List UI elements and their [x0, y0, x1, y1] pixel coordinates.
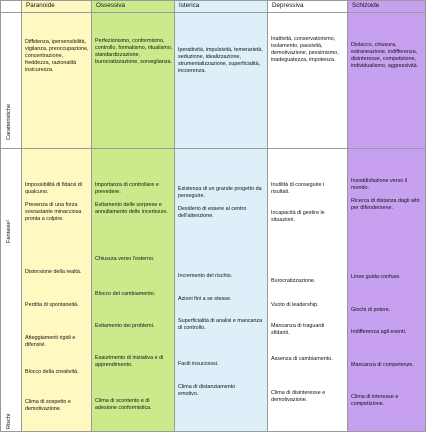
rischi-item: Azioni fini a se stesse. [178, 296, 232, 302]
rischi-item: Burocratizzazione. [271, 278, 316, 284]
rischi-item: Vuoto di leadership. [271, 302, 319, 308]
row-label-column [0, 0, 21, 432]
row-label-caratteristiche: Caratteristiche [6, 103, 12, 140]
fantasie-item: Evitamento delle sorprese e annullamento delle incertezze. [95, 202, 168, 216]
rischi-item: Assenza di cambiamento. [271, 356, 333, 362]
rischi-item: Chiusura verso l'esterno. [95, 256, 155, 262]
header-schizoide: Schizoide [352, 2, 380, 9]
fantasie-item: Insoddisfazione verso il mondo. [351, 178, 408, 192]
caratteristiche-schizoide: Distacco, chiusura, estraneazione, indifferenza, disinteresse, competizione, individualismo, aggressività. [351, 42, 419, 70]
header-depressiva: Depressiva [272, 2, 304, 9]
caratteristiche-isterica: Iperattività, impulsività, temerarietà, seduzione, idealizzazione, strumentalizzazione, superficialità, incoerenza. [178, 47, 263, 75]
rischi-item: Mancanza di traguardi sfidanti. [271, 323, 325, 337]
rischi-item: Blocco della creatività. [25, 369, 79, 375]
row-label-rischi: Rischi [6, 413, 12, 429]
grid-line [0, 12, 426, 13]
grid-line [21, 0, 22, 432]
rischi-item: Mancanza di competenze. [351, 362, 414, 368]
caratteristiche-paranoide: Diffidenza, ipersensibilità, vigilanza, preoccupazione, concentrazione, freddezza, razionalità insicurezza. [25, 39, 89, 74]
fantasie-item: Importanza di controllare e prevedere. [95, 182, 159, 196]
rischi-item: Facili insuccessi. [178, 361, 219, 367]
rischi-item: Giochi di potere. [351, 307, 391, 313]
rischi-item: Clima di interesse e competizione. [351, 394, 399, 408]
rischi-item: Incremento del rischio. [178, 273, 233, 279]
rischi-item: Evitamento dei problemi. [95, 323, 155, 329]
fantasie-item: Desiderio di essere al centro dell'attenzione. [178, 206, 247, 220]
grid-line [174, 0, 175, 432]
caratteristiche-ossessiva: Perfezionismo, conformismo, controllo, formalismo, ritualismo, standardizzazione, burocratizzazione, sorveglianza. [95, 38, 173, 66]
row-label-fantasie: Fantasie¹ [6, 219, 12, 243]
rischi-item: Clima di disinteresse e demotivazione. [271, 390, 326, 404]
fantasie-item: Impossibilità di fidarsi di qualcuno. [25, 182, 82, 196]
rischi-item: Clima di distanziamento emotivo. [178, 384, 236, 398]
rischi-item: Clima di sospetto e demotivazione. [25, 399, 71, 413]
fantasie-item: Inutilità di conseguire i risultati. [271, 182, 325, 196]
rischi-item: Perdita di spontaneità. [25, 302, 79, 308]
rischi-item: Distorsione della realtà. [25, 269, 82, 275]
grid-line [347, 0, 348, 432]
fantasie-item: Ricerca di distanza dagli altri per difendersene. [351, 198, 420, 212]
rischi-item: Superficialità di analisi e mancanza di controllo. [178, 318, 263, 332]
rischi-item: Esaurimento di iniziativa e di apprendimento. [95, 355, 164, 369]
header-paranoide: Paranoide [26, 2, 55, 9]
grid-line [0, 0, 1, 432]
fantasie-item: Incapacità di gestire le situazioni. [271, 210, 325, 224]
fantasie-item: Esistenza di un grande progetto da perseguire. [178, 186, 262, 200]
rischi-item: Atteggiamenti rigidi e difensivi. [25, 335, 76, 349]
fantasie-item: Presenza di una forza sovrastante minacciosa pronta a colpire. [25, 202, 82, 223]
caratteristiche-depressiva: Inattività, conservatorismo, isolamento, passività, demotivazione, pessimismo, inadeguatezza, impotenza. [271, 36, 339, 64]
grid-line [0, 0, 426, 1]
rischi-item: Clima di scontento e di adesione conformistica. [95, 398, 152, 412]
grid-line [267, 0, 268, 432]
header-ossessiva: Ossessiva [96, 2, 126, 9]
rischi-item: Indifferenza agli eventi. [351, 329, 407, 335]
grid-line [91, 0, 92, 432]
rischi-item: Linee guida confuse. [351, 274, 401, 280]
rischi-item: Blocco del cambiamento. [95, 291, 156, 297]
header-isterica: Isterica [179, 2, 200, 9]
grid-line [0, 148, 426, 149]
